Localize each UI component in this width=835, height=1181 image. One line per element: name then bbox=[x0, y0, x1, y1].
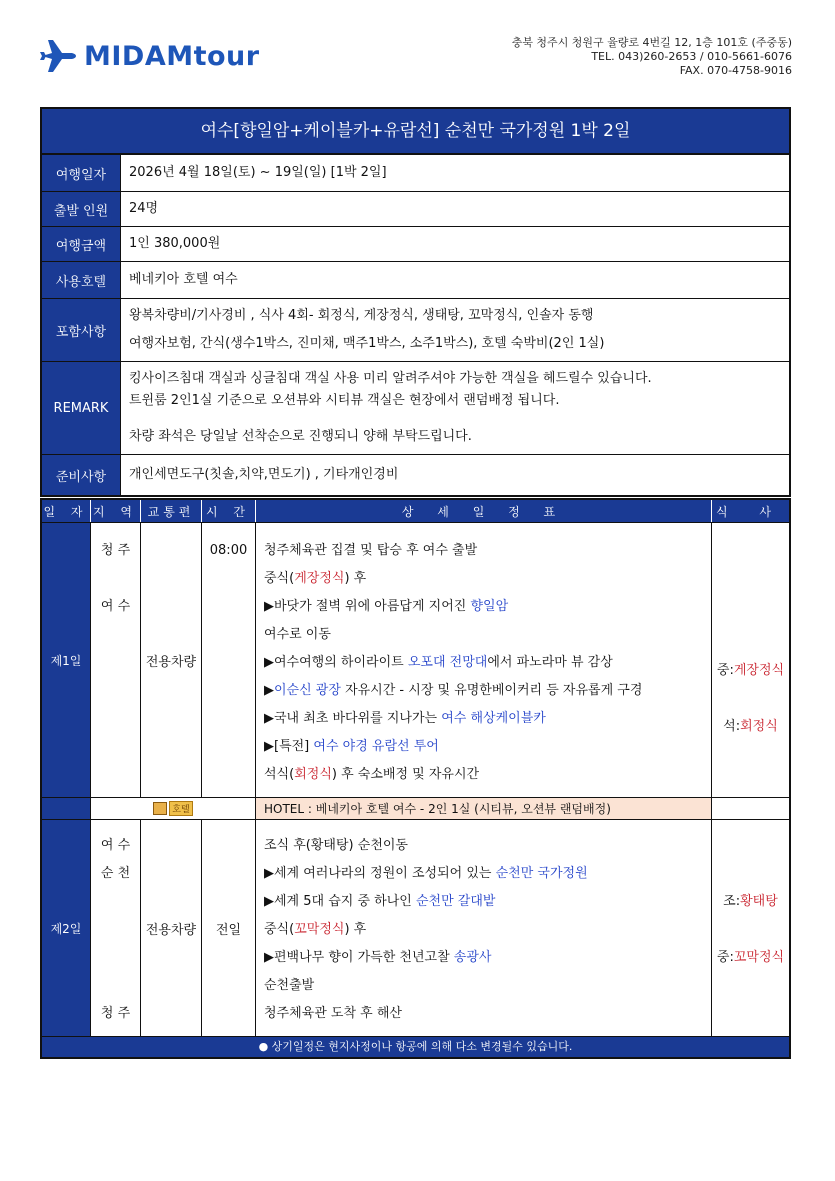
schedule-text: 중식( bbox=[264, 922, 295, 937]
summary-row bbox=[42, 192, 789, 227]
schedule-text: 청주체육관 도착 후 해산 bbox=[264, 1006, 402, 1021]
day2-transport bbox=[141, 820, 202, 1036]
summary-label: 준비사항 bbox=[42, 455, 121, 495]
highlight-text: 송광사 bbox=[453, 950, 492, 965]
schedule-line bbox=[256, 537, 711, 565]
day1-region-start: 청 주 bbox=[100, 543, 131, 558]
day1-time-text: 08:00 bbox=[209, 543, 248, 558]
highlight-text: 꼬막정식 bbox=[294, 922, 345, 937]
schedule-text: 여수로 이동 bbox=[264, 627, 331, 642]
summary-value-line: 2026년 4월 18일(토) ~ 19일(일) [1박 2일] bbox=[129, 165, 387, 180]
highlight-text: 여수 해상케이블카 bbox=[441, 711, 546, 726]
summary-value-line: 트윈룸 2인1실 기준으로 오션뷰와 시티뷰 객실은 현장에서 랜덤배정 됩니다. bbox=[129, 393, 560, 408]
summary-value-line: 킹사이즈침대 객실과 싱글침대 객실 사용 미리 알려주셔야 가능한 객실을 헤드릴수 있습니다. bbox=[129, 371, 652, 386]
highlight-text: 순천만 갈대밭 bbox=[415, 894, 496, 909]
schedule-text: ▶세계 5대 습지 중 하나인 bbox=[264, 894, 416, 909]
day1-region-yeosu: 여 수 bbox=[100, 599, 131, 614]
summary-label: 여행금액 bbox=[42, 227, 121, 261]
summary-row bbox=[42, 227, 789, 262]
day1-hotel-row bbox=[42, 797, 789, 819]
day1-meal-lunch: 중:게장정식 bbox=[716, 663, 785, 678]
schedule-line bbox=[256, 832, 711, 860]
summary-value-line: 왕복차량비/기사경비 , 식사 4회- 회정식, 게장정식, 생태탕, 꼬막정식, 인솔자 동행 bbox=[129, 308, 594, 323]
summary-value-line: 24명 bbox=[129, 201, 159, 216]
schedule-footer-note: ● 상기일정은 현지사정이나 항공에 의해 다소 변경될수 있습니다. bbox=[42, 1037, 789, 1057]
day1-details bbox=[256, 523, 712, 797]
schedule-line bbox=[256, 733, 711, 761]
schedule-line bbox=[256, 621, 711, 649]
summary-value-line: 차량 좌석은 당일날 선착순으로 진행되니 양해 부탁드립니다. bbox=[129, 429, 472, 444]
day2-meals bbox=[712, 820, 789, 1036]
day1-transport-text: 전용차량 bbox=[145, 654, 197, 670]
schedule-text: ) 후 숙소배정 및 자유시간 bbox=[331, 767, 480, 782]
summary-label: 여행일자 bbox=[42, 155, 121, 191]
day2-region-yeosu: 여 수 bbox=[100, 838, 131, 853]
day1-meals bbox=[712, 523, 789, 797]
schedule-text: 에서 파노라마 뷰 감상 bbox=[487, 655, 613, 670]
schedule-line bbox=[256, 593, 711, 621]
telephone: TEL. 043)260-2653 / 010-5661-6076 bbox=[591, 50, 792, 63]
hotel-badge: 호텔 bbox=[153, 801, 192, 816]
contact-info bbox=[512, 36, 792, 78]
day1-hotel-text: HOTEL : 베네키아 호텔 여수 - 2인 1실 (시티뷰, 오션뷰 랜덤배정) bbox=[256, 798, 712, 819]
day1-region bbox=[91, 523, 141, 797]
summary-value-line: 여행자보험, 간식(생수1박스, 진미채, 맥주1박스, 소주1박스), 호텔 숙박비(2인 1실) bbox=[129, 336, 605, 351]
summary-label: 포함사항 bbox=[42, 299, 121, 361]
day2-meal-lunch: 중:꼬막정식 bbox=[716, 950, 785, 965]
summary-value-line: 1인 380,000원 bbox=[129, 236, 221, 251]
schedule-text: 자유시간 - 시장 및 유명한베이커리 등 자유롭게 구경 bbox=[340, 683, 643, 698]
summary-row bbox=[42, 362, 789, 455]
schedule-line bbox=[256, 565, 711, 593]
schedule-line bbox=[256, 944, 711, 972]
fax: FAX. 070-4758-9016 bbox=[679, 64, 792, 77]
schedule-line bbox=[256, 1000, 711, 1028]
schedule-text: ) 후 bbox=[344, 922, 367, 937]
day2-region-end: 청 주 bbox=[100, 1006, 131, 1021]
summary-row bbox=[42, 455, 789, 495]
day1-time bbox=[202, 523, 256, 797]
summary-label: 출발 인원 bbox=[42, 192, 121, 226]
highlight-text: 오포대 전망대 bbox=[407, 655, 488, 670]
day2-region-suncheon: 순 천 bbox=[100, 866, 131, 881]
highlight-text: 향일암 bbox=[470, 599, 509, 614]
schedule-text: 순천출발 bbox=[264, 978, 315, 993]
highlight-text: 여수 야경 유람선 투어 bbox=[313, 739, 439, 754]
brand-logo bbox=[38, 36, 260, 76]
header-time: 시 간 bbox=[202, 500, 256, 522]
summary-value bbox=[121, 262, 789, 298]
page-header bbox=[0, 0, 835, 100]
summary-value bbox=[121, 155, 789, 191]
highlight-text: 회정식 bbox=[294, 767, 332, 782]
day2-region bbox=[91, 820, 141, 1036]
day2-transport-text: 전용차량 bbox=[145, 922, 197, 938]
schedule-text: ▶바닷가 절벽 위에 아름답게 지어진 bbox=[264, 599, 471, 614]
schedule-line bbox=[256, 677, 711, 705]
header-region: 지 역 bbox=[91, 500, 141, 522]
schedule-text: ▶국내 최초 바다위를 지나가는 bbox=[264, 711, 442, 726]
schedule-line bbox=[256, 972, 711, 1000]
highlight-text: 게장정식 bbox=[294, 571, 345, 586]
schedule-text: ▶여수여행의 하이라이트 bbox=[264, 655, 408, 670]
highlight-text: 이순신 광장 bbox=[274, 683, 341, 698]
schedule-header bbox=[42, 500, 789, 523]
address: 충북 청주시 청원구 율량로 4번길 12, 1층 101호 (주중동) bbox=[511, 36, 792, 49]
schedule-text: ▶편백나무 향이 가득한 천년고찰 bbox=[264, 950, 454, 965]
header-date: 일 자 bbox=[42, 500, 91, 522]
day2-label: 제2일 bbox=[42, 820, 91, 1036]
summary-row bbox=[42, 299, 789, 362]
schedule-text: ) 후 bbox=[344, 571, 367, 586]
schedule-line bbox=[256, 705, 711, 733]
hotel-box-icon bbox=[153, 802, 167, 815]
schedule-line bbox=[256, 860, 711, 888]
summary-row bbox=[42, 155, 789, 192]
schedule-table bbox=[40, 498, 791, 1059]
summary-value-line: 개인세면도구(칫솔,치약,면도기) , 기타개인경비 bbox=[129, 467, 399, 482]
schedule-text: ▶[특전] bbox=[264, 739, 314, 754]
day2-time-text: 전일 bbox=[215, 922, 242, 938]
trip-summary-table bbox=[40, 107, 791, 497]
airplane-icon bbox=[38, 36, 78, 76]
summary-row bbox=[42, 262, 789, 299]
brand-name: MIDAMtour bbox=[84, 40, 260, 72]
summary-value-line: 베네키아 호텔 여수 bbox=[129, 272, 238, 287]
summary-label: REMARK bbox=[42, 362, 121, 454]
day2-block bbox=[42, 820, 789, 1037]
day1-transport bbox=[141, 523, 202, 797]
schedule-text: 중식( bbox=[264, 571, 295, 586]
trip-title: 여수[향일암+케이블카+유람선] 순천만 국가정원 1박 2일 bbox=[42, 109, 789, 155]
day1-block bbox=[42, 523, 789, 820]
summary-value bbox=[121, 227, 789, 261]
header-detail: 상 세 일 정 표 bbox=[256, 500, 712, 522]
schedule-text: ▶ bbox=[264, 683, 274, 698]
schedule-text: ▶세계 여러나라의 정원이 조성되어 있는 bbox=[264, 866, 496, 881]
summary-label: 사용호텔 bbox=[42, 262, 121, 298]
schedule-line bbox=[256, 649, 711, 677]
schedule-line bbox=[256, 916, 711, 944]
header-meal: 식 사 bbox=[716, 504, 785, 519]
summary-value bbox=[121, 299, 789, 361]
day2-time bbox=[202, 820, 256, 1036]
summary-value bbox=[121, 455, 789, 495]
summary-value bbox=[121, 192, 789, 226]
schedule-line bbox=[256, 761, 711, 789]
day1-meal-dinner: 석:회정식 bbox=[723, 719, 778, 734]
schedule-line bbox=[256, 888, 711, 916]
header-transport: 교통편 bbox=[141, 500, 202, 522]
schedule-text: 석식( bbox=[264, 767, 295, 782]
day2-details bbox=[256, 820, 712, 1036]
day2-meal-breakfast: 조:황태탕 bbox=[723, 894, 778, 909]
day1-label: 제1일 bbox=[42, 523, 91, 797]
summary-value-line bbox=[129, 412, 781, 426]
schedule-text: 조식 후(황태탕) 순천이동 bbox=[264, 838, 408, 853]
highlight-text: 순천만 국가정원 bbox=[495, 866, 588, 881]
summary-value bbox=[121, 362, 789, 454]
schedule-text: 청주체육관 집결 및 탑승 후 여수 출발 bbox=[264, 543, 478, 558]
